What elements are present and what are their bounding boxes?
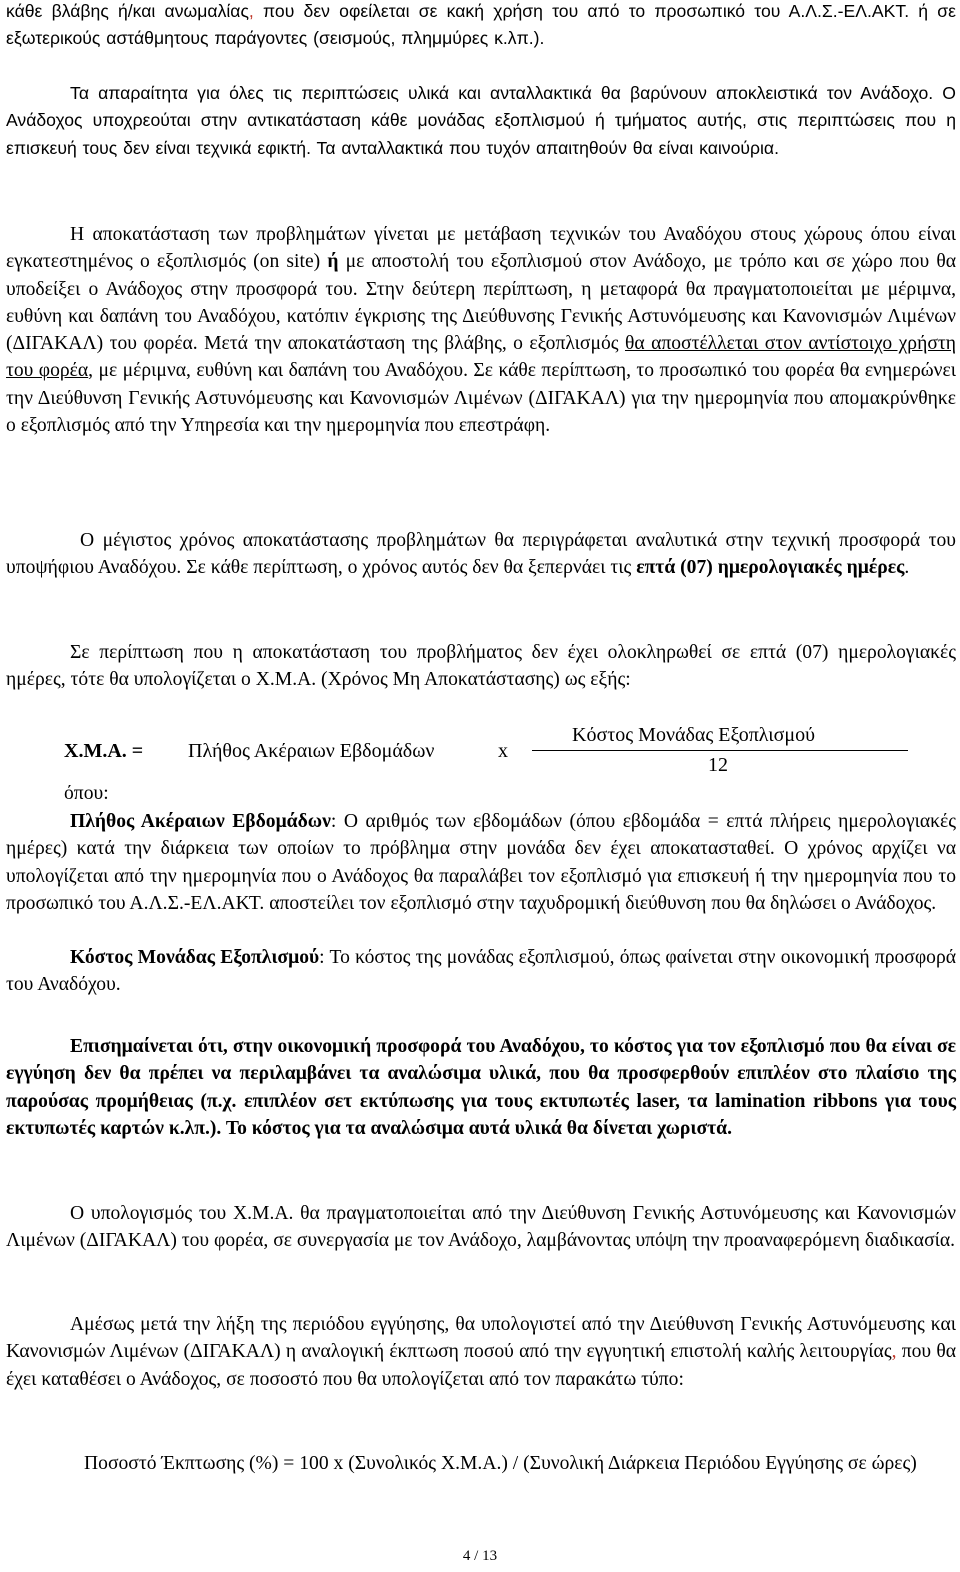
text-span: κάθε βλάβης ή/και ανωμαλίας bbox=[6, 1, 249, 21]
where-label: όπου: bbox=[64, 783, 109, 804]
text-span: : Το κόστος της μονάδας εξοπλισμού, όπως φαίνεται στην οικονομική προσφορά του Αναδόχου. bbox=[6, 947, 956, 996]
paragraph-whole-weeks bbox=[6, 808, 956, 917]
paragraph-warranty-discount bbox=[6, 1311, 956, 1393]
text-span: . bbox=[904, 557, 910, 579]
paragraph-unit-cost bbox=[6, 944, 956, 999]
formula-numerator: Κόστος Μονάδας Εξοπλισμού bbox=[572, 724, 816, 746]
page-number: 4 / 13 bbox=[462, 1548, 498, 1564]
text-span: που δεν οφείλεται σε κακή χρήση του από το προσωπικό του Α.Λ.Σ.-ΕΛ.ΑΚΤ. ή σε εξωτερικούς αστάθμητους παράγοντες (σεισμούς, πλημμύρες κ.λπ.). bbox=[6, 1, 956, 49]
paragraph-xma-calculation: Ο υπολογισμός του Χ.Μ.Α. θα πραγματοποιείται από την Διεύθυνση Γενικής Αστυνόμευσης και Κανονισμών Λιμένων (ΔΙΓΑΚΑΛ) του φορέα, σε συνεργασία με τον Ανάδοχο, λαμβάνοντας υπόψη την προαναφερόμενη διαδικασία. bbox=[6, 1203, 956, 1252]
text-span: , με μέριμνα, ευθύνη και δαπάνη του Αναδόχου. Σε κάθε περίπτωση, το προσωπικό του φορέα θα ενημερώνει την Διεύθυνση Γενικής Αστυνόμευσης και Κανονισμών Λιμένων (ΔΙΓΑΚΑΛ) για την ημερομηνία που απομακρύνθηκε ο εξοπλισμός από την Υπηρεσία και την ημερομηνία που επεστράφη. bbox=[6, 360, 956, 437]
bold-term: Πλήθος Ακέραιων Εβδομάδων bbox=[70, 811, 331, 832]
text-span: Η αποκατάσταση των προβλημάτων γίνεται με μετάβαση τεχνικών του Αναδόχου στους χώρους όπου είναι εγκατεστημένος ο εξοπλισμός (on site) bbox=[6, 224, 956, 273]
paragraph-defect-exclusions bbox=[6, 0, 956, 53]
text-span: Αμέσως μετά την λήξη της περιόδου εγγύησης, θα υπολογιστεί από την Διεύθυνση Γενικής Αστυνόμευσης και Κανονισμών Λιμένων (ΔΙΓΑΚΑΛ) η αναλογική έκπτωση ποσού από την εγγυητική επιστολή καλής λειτουργίας bbox=[6, 1314, 956, 1363]
highlighted-comma: , bbox=[891, 1341, 897, 1363]
text-span: που θα έχει καταθέσει ο Ανάδοχος, σε ποσοστό που θα υπολογίζεται από τον παρακάτω τύπο: bbox=[6, 1341, 956, 1390]
discount-formula: Ποσοστό Έκπτωσης (%) = 100 x (Συνολικός Χ.Μ.Α.) / (Συνολική Διάρκεια Περιόδου Εγγύησης σε ώρες) bbox=[84, 1453, 917, 1474]
text-span: με αποστολή του εξοπλισμού στον Ανάδοχο, με τρόπο και σε χώρο που θα υποδείξει ο Ανάδοχος στην προσφορά του. Στην δεύτερη περίπτωση, η μεταφορά θα πραγματοποιείται με μέριμνα, ευθύνη και δαπάνη του Αναδόχου, κατόπιν έγκρισης της Διεύθυνσης Γενικής Αστυνόμευσης και Κανονισμών Λιμένων (ΔΙΓΑΚΑΛ) του φορέα. Μετά την αποκατάσταση της βλάβης, ο εξοπλισμός bbox=[6, 251, 956, 355]
highlighted-comma: , bbox=[248, 1, 254, 21]
paragraph-max-restoration-time bbox=[6, 527, 956, 582]
formula-term: Πλήθος Ακέραιων Εβδομάδων bbox=[188, 740, 435, 762]
bold-term: Κόστος Μονάδας Εξοπλισμού bbox=[70, 947, 320, 968]
formula-times: x bbox=[498, 740, 508, 762]
formula-denominator: 12 bbox=[708, 754, 728, 776]
paragraph-spare-parts: Τα απαραίτητα για όλες τις περιπτώσεις υλικά και ανταλλακτικά θα βαρύνουν αποκλειστικά τον Ανάδοχο. Ο Ανάδοχος υποχρεούται στην αντικατάσταση κάθε μονάδας εξοπλισμού ή τμήματος αυτής, στις περιπτώσεις που η επισκευή τους δεν είναι τεχνικά εφικτή. Τα ανταλλακτικά που τυχόν απαιτηθούν θα είναι καινούρια. bbox=[6, 83, 956, 158]
paragraph-xma-definition: Σε περίπτωση που η αποκατάσταση του προβλήματος δεν έχει ολοκληρωθεί σε επτά (07) ημερολογιακές ημέρες, τότε θα υπολογίζεται ο Χ.Μ.Α. (Χρόνος Μη Αποκατάστασης) ως εξής: bbox=[6, 642, 956, 691]
paragraph-consumables-note: Επισημαίνεται ότι, στην οικονομική προσφορά του Αναδόχου, το κόστος για τον εξοπλισμό που θα είναι σε εγγύηση δεν θα πρέπει να περιλαμβάνει τα αναλώσιμα υλικά, που θα προσφερθούν επιπλέον στο πλαίσιο της παρούσας προμήθειας (π.χ. επιπλέον σετ εκτύπωσης για τους εκτυπωτές laser, τα lamination ribbons για τους εκτυπωτές καρτών κ.λπ.). Το κόστος για τα αναλώσιμα αυτά υλικά θα δίνεται χωριστά. bbox=[6, 1036, 956, 1139]
bold-text: επτά (07) ημερολογιακές ημέρες bbox=[636, 557, 905, 579]
underlined-text: θα αποστέλλεται στον αντίστοιχο χρήστη του φορέα bbox=[6, 333, 957, 382]
formula-lhs: Χ.Μ.Α. = bbox=[64, 740, 144, 762]
paragraph-restoration-process bbox=[6, 221, 956, 439]
text-span: Ο μέγιστος χρόνος αποκατάστασης προβλημάτων θα περιγράφεται αναλυτικά στην τεχνική προσφορά του υποψήφιου Αναδόχου. Σε κάθε περίπτωση, ο χρόνος αυτός δεν θα ξεπερνάει τις bbox=[6, 530, 956, 579]
fraction-bar bbox=[532, 750, 908, 751]
text-span: : Ο αριθμός των εβδομάδων (όπου εβδομάδα = επτά πλήρεις ημερολογιακές ημέρες) κατά την διάρκεια των οποίων το πρόβλημα στην μονάδα δεν έχει αποκατασταθεί. Ο χρόνος αρχίζει να υπολογίζεται από την ημερομηνία που ο Ανάδοχος θα παραλάβει τον εξοπλισμό για επισκευή ή την ημερομηνία που το προσωπικό του Α.Λ.Σ.-ΕΛ.ΑΚΤ. αποστείλει τον εξοπλισμό στην ταχυδρομική διεύθυνση που θα δηλώσει ο Ανάδοχος. bbox=[6, 811, 956, 914]
bold-text: ή bbox=[327, 251, 339, 273]
